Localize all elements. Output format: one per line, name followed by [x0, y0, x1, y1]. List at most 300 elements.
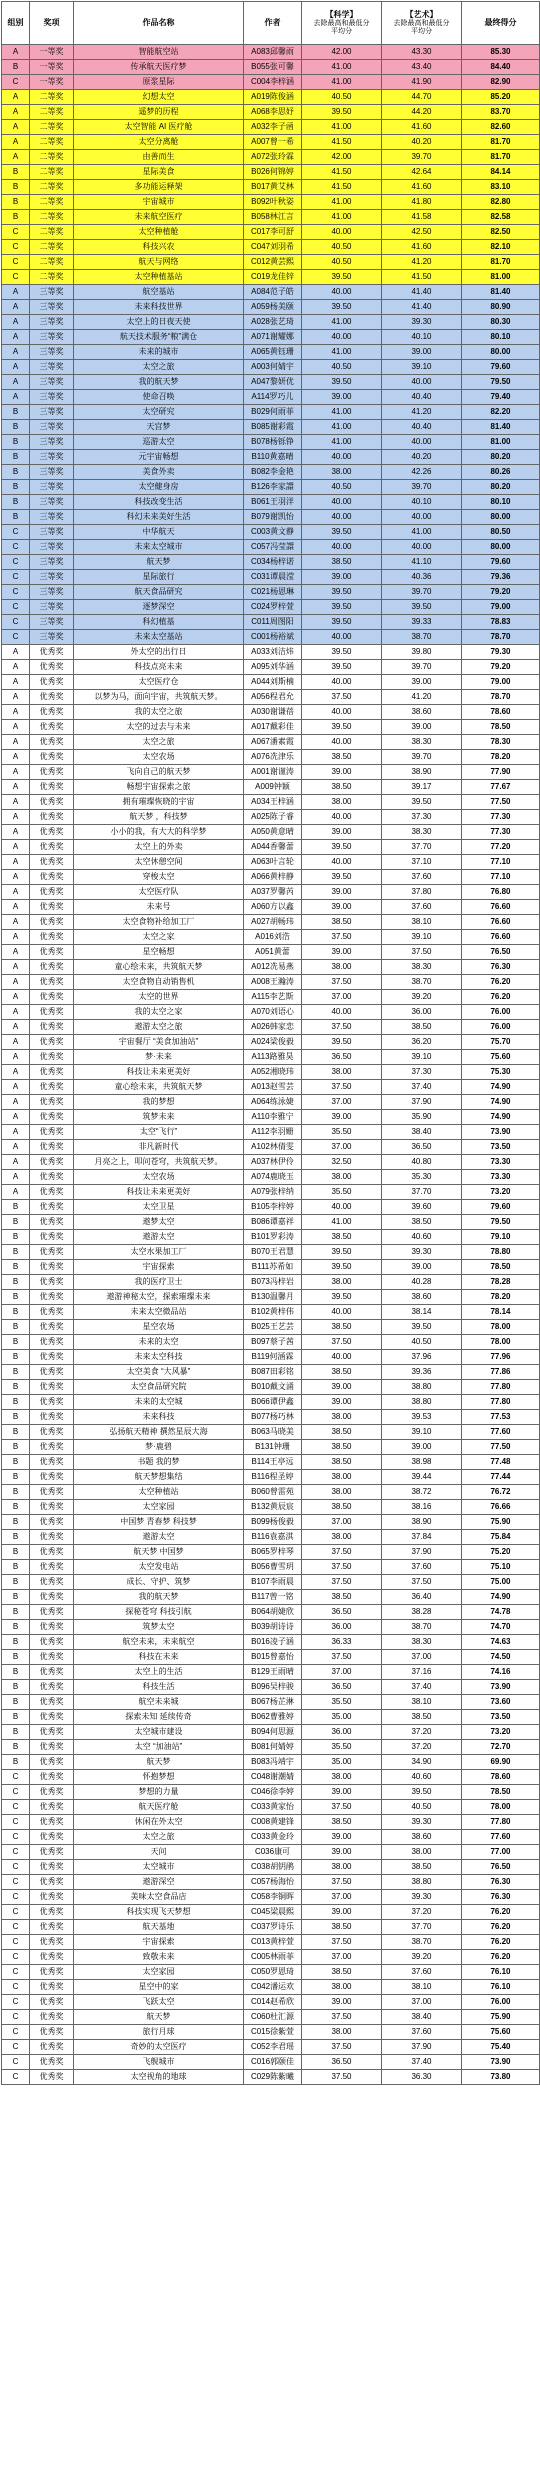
table-row: [2, 1140, 540, 1155]
table-row: [2, 1560, 540, 1575]
award-cell: 优秀奖: [30, 1635, 74, 1650]
science-score-cell: 41.50: [302, 180, 382, 195]
art-score-cell: 39.20: [382, 1950, 462, 1965]
art-score-cell: 38.50: [382, 1860, 462, 1875]
group-cell: B: [2, 210, 30, 225]
work-title-cell: 航天梦 中国梦: [74, 1545, 244, 1560]
group-cell: C: [2, 585, 30, 600]
art-score-cell: 38.10: [382, 1980, 462, 1995]
science-score-cell: 42.00: [302, 150, 382, 165]
science-score-cell: 38.00: [302, 1470, 382, 1485]
art-score-cell: 40.20: [382, 450, 462, 465]
science-score-cell: 38.00: [302, 960, 382, 975]
science-score-cell: 40.50: [302, 240, 382, 255]
group-cell: B: [2, 1290, 30, 1305]
science-score-cell: 40.00: [302, 630, 382, 645]
author-cell: C012黄芸熙: [244, 255, 302, 270]
award-cell: 优秀奖: [30, 1380, 74, 1395]
art-score-cell: 37.20: [382, 1725, 462, 1740]
table-row: [2, 1620, 540, 1635]
author-cell: A012冼易燕: [244, 960, 302, 975]
award-cell: 优秀奖: [30, 1035, 74, 1050]
final-score-cell: 73.90: [462, 2055, 540, 2070]
author-cell: B026何锦婷: [244, 165, 302, 180]
final-score-cell: 77.44: [462, 1470, 540, 1485]
work-title-cell: 筑梦太空: [74, 1620, 244, 1635]
author-cell: C033黄金玲: [244, 1830, 302, 1845]
art-score-cell: 41.20: [382, 690, 462, 705]
work-title-cell: 遨游太空: [74, 1530, 244, 1545]
group-cell: A: [2, 645, 30, 660]
science-score-cell: 38.50: [302, 1320, 382, 1335]
work-title-cell: 科幻未来美好生活: [74, 510, 244, 525]
art-score-cell: 37.60: [382, 1965, 462, 1980]
science-score-cell: 37.50: [302, 690, 382, 705]
work-title-cell: 巡游太空: [74, 435, 244, 450]
table-row: [2, 1680, 540, 1695]
award-cell: 二等奖: [30, 135, 74, 150]
work-title-cell: 科技让未来更美好: [74, 1185, 244, 1200]
science-score-cell: 39.00: [302, 1845, 382, 1860]
art-score-cell: 36.20: [382, 1035, 462, 1050]
work-title-cell: 太空之旅: [74, 735, 244, 750]
table-row: [2, 1020, 540, 1035]
final-score-cell: 73.50: [462, 1140, 540, 1155]
award-cell: 优秀奖: [30, 1935, 74, 1950]
award-cell: 三等奖: [30, 555, 74, 570]
group-cell: B: [2, 1755, 30, 1770]
group-cell: A: [2, 1125, 30, 1140]
award-cell: 二等奖: [30, 225, 74, 240]
award-cell: 优秀奖: [30, 645, 74, 660]
table-row: [2, 1290, 540, 1305]
table-row: [2, 660, 540, 675]
table-row: [2, 1980, 540, 1995]
award-cell: 优秀奖: [30, 1725, 74, 1740]
work-title-cell: 遨游深空: [74, 1875, 244, 1890]
award-cell: 优秀奖: [30, 1695, 74, 1710]
award-cell: 优秀奖: [30, 1125, 74, 1140]
art-score-cell: 35.90: [382, 1110, 462, 1125]
award-cell: 三等奖: [30, 630, 74, 645]
table-row: [2, 1995, 540, 2010]
group-cell: B: [2, 1470, 30, 1485]
author-cell: A095刘华涵: [244, 660, 302, 675]
final-score-cell: 79.10: [462, 1230, 540, 1245]
group-cell: C: [2, 75, 30, 90]
science-score-cell: 39.00: [302, 1785, 382, 1800]
award-cell: 优秀奖: [30, 1170, 74, 1185]
final-score-cell: 76.20: [462, 975, 540, 990]
art-score-cell: 37.40: [382, 2055, 462, 2070]
work-title-cell: 航空基站: [74, 285, 244, 300]
group-cell: A: [2, 1080, 30, 1095]
science-score-cell: 39.00: [302, 1380, 382, 1395]
group-cell: B: [2, 1335, 30, 1350]
work-title-cell: 科技生活: [74, 1680, 244, 1695]
table-row: [2, 570, 540, 585]
science-score-cell: 41.00: [302, 315, 382, 330]
art-score-cell: 37.00: [382, 1650, 462, 1665]
work-title-cell: 中华航天: [74, 525, 244, 540]
award-cell: 优秀奖: [30, 840, 74, 855]
science-score-cell: 41.00: [302, 1215, 382, 1230]
work-title-cell: 天问: [74, 1845, 244, 1860]
science-score-cell: 42.00: [302, 45, 382, 60]
science-score-cell: 37.00: [302, 1140, 382, 1155]
work-title-cell: 月亮之上，叩问苍穹，共筑航天梦。: [74, 1155, 244, 1170]
group-cell: A: [2, 930, 30, 945]
science-score-cell: 40.00: [302, 705, 382, 720]
final-score-cell: 76.00: [462, 1020, 540, 1035]
final-score-cell: 78.30: [462, 735, 540, 750]
award-cell: 优秀奖: [30, 1905, 74, 1920]
art-score-cell: 38.70: [382, 630, 462, 645]
final-score-cell: 83.70: [462, 105, 540, 120]
author-cell: A009钟颖: [244, 780, 302, 795]
group-cell: C: [2, 270, 30, 285]
art-score-cell: 39.60: [382, 1200, 462, 1215]
work-title-cell: 原浆星际: [74, 75, 244, 90]
table-row: [2, 1770, 540, 1785]
art-score-cell: 37.90: [382, 1095, 462, 1110]
group-cell: B: [2, 510, 30, 525]
group-cell: A: [2, 105, 30, 120]
table-row: [2, 870, 540, 885]
table-row: [2, 1860, 540, 1875]
work-title-cell: 我的梦想: [74, 1095, 244, 1110]
group-cell: B: [2, 1395, 30, 1410]
award-cell: 优秀奖: [30, 1620, 74, 1635]
art-score-cell: 39.50: [382, 600, 462, 615]
author-cell: C024罗梓萱: [244, 600, 302, 615]
group-cell: A: [2, 960, 30, 975]
art-score-cell: 39.17: [382, 780, 462, 795]
science-score-cell: 39.00: [302, 825, 382, 840]
group-cell: C: [2, 1845, 30, 1860]
art-score-cell: 38.60: [382, 705, 462, 720]
work-title-cell: 逐梦深空: [74, 600, 244, 615]
group-cell: B: [2, 450, 30, 465]
final-score-cell: 74.63: [462, 1635, 540, 1650]
final-score-cell: 80.00: [462, 510, 540, 525]
work-title-cell: 梦·鹿碧: [74, 1440, 244, 1455]
group-cell: A: [2, 1065, 30, 1080]
final-score-cell: 80.00: [462, 540, 540, 555]
work-title-cell: 太空家园: [74, 1965, 244, 1980]
award-cell: 优秀奖: [30, 1680, 74, 1695]
group-cell: C: [2, 1860, 30, 1875]
award-cell: 三等奖: [30, 375, 74, 390]
group-cell: B: [2, 420, 30, 435]
final-score-cell: 78.83: [462, 615, 540, 630]
author-cell: B073冯梓岩: [244, 1275, 302, 1290]
science-score-cell: 36.50: [302, 1050, 382, 1065]
group-cell: A: [2, 375, 30, 390]
art-score-cell: 37.20: [382, 1905, 462, 1920]
art-score-cell: 40.40: [382, 390, 462, 405]
art-score-cell: 38.30: [382, 825, 462, 840]
group-cell: A: [2, 780, 30, 795]
final-score-cell: 76.30: [462, 1875, 540, 1890]
work-title-cell: 星际美食: [74, 165, 244, 180]
final-score-cell: 76.60: [462, 900, 540, 915]
final-score-cell: 81.40: [462, 285, 540, 300]
author-cell: B025王艺芸: [244, 1320, 302, 1335]
award-cell: 优秀奖: [30, 1965, 74, 1980]
author-cell: C021杨恩琳: [244, 585, 302, 600]
table-row: [2, 1215, 540, 1230]
group-cell: B: [2, 1575, 30, 1590]
work-title-cell: 我的太空之旅: [74, 705, 244, 720]
group-cell: C: [2, 555, 30, 570]
final-score-cell: 82.80: [462, 195, 540, 210]
award-cell: 优秀奖: [30, 1215, 74, 1230]
award-cell: 优秀奖: [30, 690, 74, 705]
final-score-cell: 74.16: [462, 1665, 540, 1680]
table-row: [2, 1395, 540, 1410]
group-cell: A: [2, 1005, 30, 1020]
final-score-cell: 79.60: [462, 555, 540, 570]
science-score-cell: 37.50: [302, 1935, 382, 1950]
final-score-cell: 78.70: [462, 690, 540, 705]
author-cell: B077杨巧林: [244, 1410, 302, 1425]
group-cell: C: [2, 570, 30, 585]
author-cell: C017李可舒: [244, 225, 302, 240]
work-title-cell: 航空未来，未来航空: [74, 1635, 244, 1650]
author-cell: C057冯莹譞: [244, 540, 302, 555]
work-title-cell: 探秘苍穹 科技引航: [74, 1605, 244, 1620]
author-cell: A066黄梓静: [244, 870, 302, 885]
art-score-cell: 39.50: [382, 795, 462, 810]
science-score-cell: 39.00: [302, 885, 382, 900]
author-cell: B010戴文涌: [244, 1380, 302, 1395]
art-score-cell: 36.40: [382, 1590, 462, 1605]
science-score-cell: 37.50: [302, 1800, 382, 1815]
author-cell: B107李雨晨: [244, 1575, 302, 1590]
author-cell: A114罗巧儿: [244, 390, 302, 405]
table-row: [2, 1245, 540, 1260]
art-score-cell: 35.30: [382, 1170, 462, 1185]
work-title-cell: 遥梦的历程: [74, 105, 244, 120]
art-score-cell: 40.40: [382, 420, 462, 435]
table-row: [2, 240, 540, 255]
work-title-cell: 宇宙城市: [74, 195, 244, 210]
art-score-cell: 37.70: [382, 1185, 462, 1200]
group-cell: B: [2, 1545, 30, 1560]
group-cell: A: [2, 1185, 30, 1200]
group-cell: C: [2, 525, 30, 540]
award-cell: 优秀奖: [30, 750, 74, 765]
work-title-cell: 宇宙探索: [74, 1260, 244, 1275]
group-cell: C: [2, 540, 30, 555]
work-title-cell: 星空农场: [74, 1320, 244, 1335]
author-cell: A007曾一希: [244, 135, 302, 150]
author-cell: B016凌子涵: [244, 1635, 302, 1650]
award-cell: 优秀奖: [30, 1950, 74, 1965]
final-score-cell: 76.20: [462, 990, 540, 1005]
art-score-cell: 38.80: [382, 1395, 462, 1410]
art-score-cell: 41.90: [382, 75, 462, 90]
author-cell: C003黄文静: [244, 525, 302, 540]
award-cell: 优秀奖: [30, 1815, 74, 1830]
work-title-cell: 太空医疗队: [74, 885, 244, 900]
award-cell: 优秀奖: [30, 1890, 74, 1905]
art-score-cell: 39.00: [382, 720, 462, 735]
table-row: [2, 255, 540, 270]
author-cell: B119何涵霖: [244, 1350, 302, 1365]
art-score-cell: 40.80: [382, 1155, 462, 1170]
group-cell: C: [2, 1815, 30, 1830]
award-cell: 优秀奖: [30, 930, 74, 945]
art-score-cell: 37.10: [382, 855, 462, 870]
award-cell: 优秀奖: [30, 900, 74, 915]
final-score-cell: 76.10: [462, 1965, 540, 1980]
group-cell: B: [2, 1665, 30, 1680]
final-score-cell: 75.90: [462, 1515, 540, 1530]
author-cell: B114王亭远: [244, 1455, 302, 1470]
group-cell: A: [2, 345, 30, 360]
table-row: [2, 420, 540, 435]
award-cell: 三等奖: [30, 360, 74, 375]
science-score-cell: 40.00: [302, 510, 382, 525]
art-score-cell: 36.00: [382, 1005, 462, 1020]
author-cell: B092叶秋姿: [244, 195, 302, 210]
table-row: [2, 1275, 540, 1290]
group-cell: B: [2, 1440, 30, 1455]
science-score-cell: 38.50: [302, 1230, 382, 1245]
author-cell: A019陈俊涵: [244, 90, 302, 105]
science-score-cell: 40.50: [302, 90, 382, 105]
science-score-cell: 40.50: [302, 360, 382, 375]
final-score-cell: 76.00: [462, 1995, 540, 2010]
science-score-cell: 39.50: [302, 840, 382, 855]
final-score-cell: 79.20: [462, 660, 540, 675]
science-score-cell: 38.00: [302, 465, 382, 480]
table-row: [2, 885, 540, 900]
final-score-cell: 79.60: [462, 360, 540, 375]
work-title-cell: 由善而生: [74, 150, 244, 165]
science-score-cell: 38.50: [302, 750, 382, 765]
group-cell: A: [2, 810, 30, 825]
science-score-cell: 38.00: [302, 795, 382, 810]
work-title-cell: 太空之旅: [74, 360, 244, 375]
work-title-cell: 太空休憩空间: [74, 855, 244, 870]
science-score-cell: 39.50: [302, 1035, 382, 1050]
table-row: [2, 1815, 540, 1830]
award-cell: 优秀奖: [30, 2040, 74, 2055]
science-score-cell: 39.00: [302, 1395, 382, 1410]
award-cell: 优秀奖: [30, 1140, 74, 1155]
table-row: [2, 1080, 540, 1095]
work-title-cell: 外太空的出行日: [74, 645, 244, 660]
science-score-cell: 40.00: [302, 1305, 382, 1320]
award-cell: 三等奖: [30, 525, 74, 540]
award-cell: 优秀奖: [30, 1650, 74, 1665]
work-title-cell: 奇妙的太空医疗: [74, 2040, 244, 2055]
work-title-cell: 科技在未来: [74, 1650, 244, 1665]
table-row: [2, 1755, 540, 1770]
work-title-cell: 航天梦 ，科技梦: [74, 810, 244, 825]
author-cell: A016刘浩: [244, 930, 302, 945]
group-cell: C: [2, 1995, 30, 2010]
table-row: [2, 1230, 540, 1245]
table-row: [2, 1605, 540, 1620]
art-score-cell: 39.70: [382, 480, 462, 495]
author-cell: A001谢谨涛: [244, 765, 302, 780]
author-cell: A064练泳婕: [244, 1095, 302, 1110]
art-score-cell: 39.00: [382, 1440, 462, 1455]
science-score-cell: 41.00: [302, 420, 382, 435]
author-cell: C019龙佳锌: [244, 270, 302, 285]
author-cell: C038胡钥鹃: [244, 1860, 302, 1875]
award-cell: 优秀奖: [30, 915, 74, 930]
art-score-cell: 40.00: [382, 375, 462, 390]
award-cell: 一等奖: [30, 60, 74, 75]
award-cell: 优秀奖: [30, 2055, 74, 2070]
table-row: [2, 525, 540, 540]
award-cell: 优秀奖: [30, 1665, 74, 1680]
table-row: [2, 765, 540, 780]
author-cell: A083邱馨雨: [244, 45, 302, 60]
final-score-cell: 73.20: [462, 1725, 540, 1740]
author-cell: B078杨铄铮: [244, 435, 302, 450]
award-cell: 二等奖: [30, 195, 74, 210]
work-title-cell: 航天梦: [74, 555, 244, 570]
final-score-cell: 73.30: [462, 1155, 540, 1170]
work-title-cell: 科技改变生活: [74, 495, 244, 510]
award-cell: 优秀奖: [30, 1305, 74, 1320]
author-cell: A034王梓涵: [244, 795, 302, 810]
table-row: [2, 1485, 540, 1500]
science-score-cell: 38.50: [302, 1965, 382, 1980]
science-score-cell: 38.50: [302, 915, 382, 930]
group-cell: B: [2, 60, 30, 75]
final-score-cell: 75.60: [462, 2025, 540, 2040]
final-score-cell: 76.20: [462, 1950, 540, 1965]
art-score-cell: 39.50: [382, 1785, 462, 1800]
art-score-cell: 40.60: [382, 1230, 462, 1245]
group-cell: C: [2, 225, 30, 240]
final-score-cell: 80.10: [462, 330, 540, 345]
group-cell: B: [2, 1590, 30, 1605]
award-cell: 优秀奖: [30, 1605, 74, 1620]
group-cell: B: [2, 1200, 30, 1215]
final-score-cell: 84.14: [462, 165, 540, 180]
group-cell: C: [2, 2055, 30, 2070]
group-cell: A: [2, 915, 30, 930]
work-title-cell: 未来科技世界: [74, 300, 244, 315]
award-cell: 优秀奖: [30, 1425, 74, 1440]
award-cell: 优秀奖: [30, 1200, 74, 1215]
table-row: [2, 825, 540, 840]
final-score-cell: 79.20: [462, 585, 540, 600]
table-row: [2, 1470, 540, 1485]
science-score-cell: 38.00: [302, 1860, 382, 1875]
group-cell: A: [2, 870, 30, 885]
author-cell: A115李艺斯: [244, 990, 302, 1005]
art-score-cell: 38.40: [382, 2010, 462, 2025]
science-score-cell: 37.50: [302, 1335, 382, 1350]
award-cell: 二等奖: [30, 150, 74, 165]
science-score-cell: 39.50: [302, 105, 382, 120]
science-score-cell: 39.00: [302, 1830, 382, 1845]
author-cell: A070刘语心: [244, 1005, 302, 1020]
table-row: [2, 390, 540, 405]
award-cell: 优秀奖: [30, 975, 74, 990]
work-title-cell: 太空研究: [74, 405, 244, 420]
art-score-cell: 37.50: [382, 945, 462, 960]
